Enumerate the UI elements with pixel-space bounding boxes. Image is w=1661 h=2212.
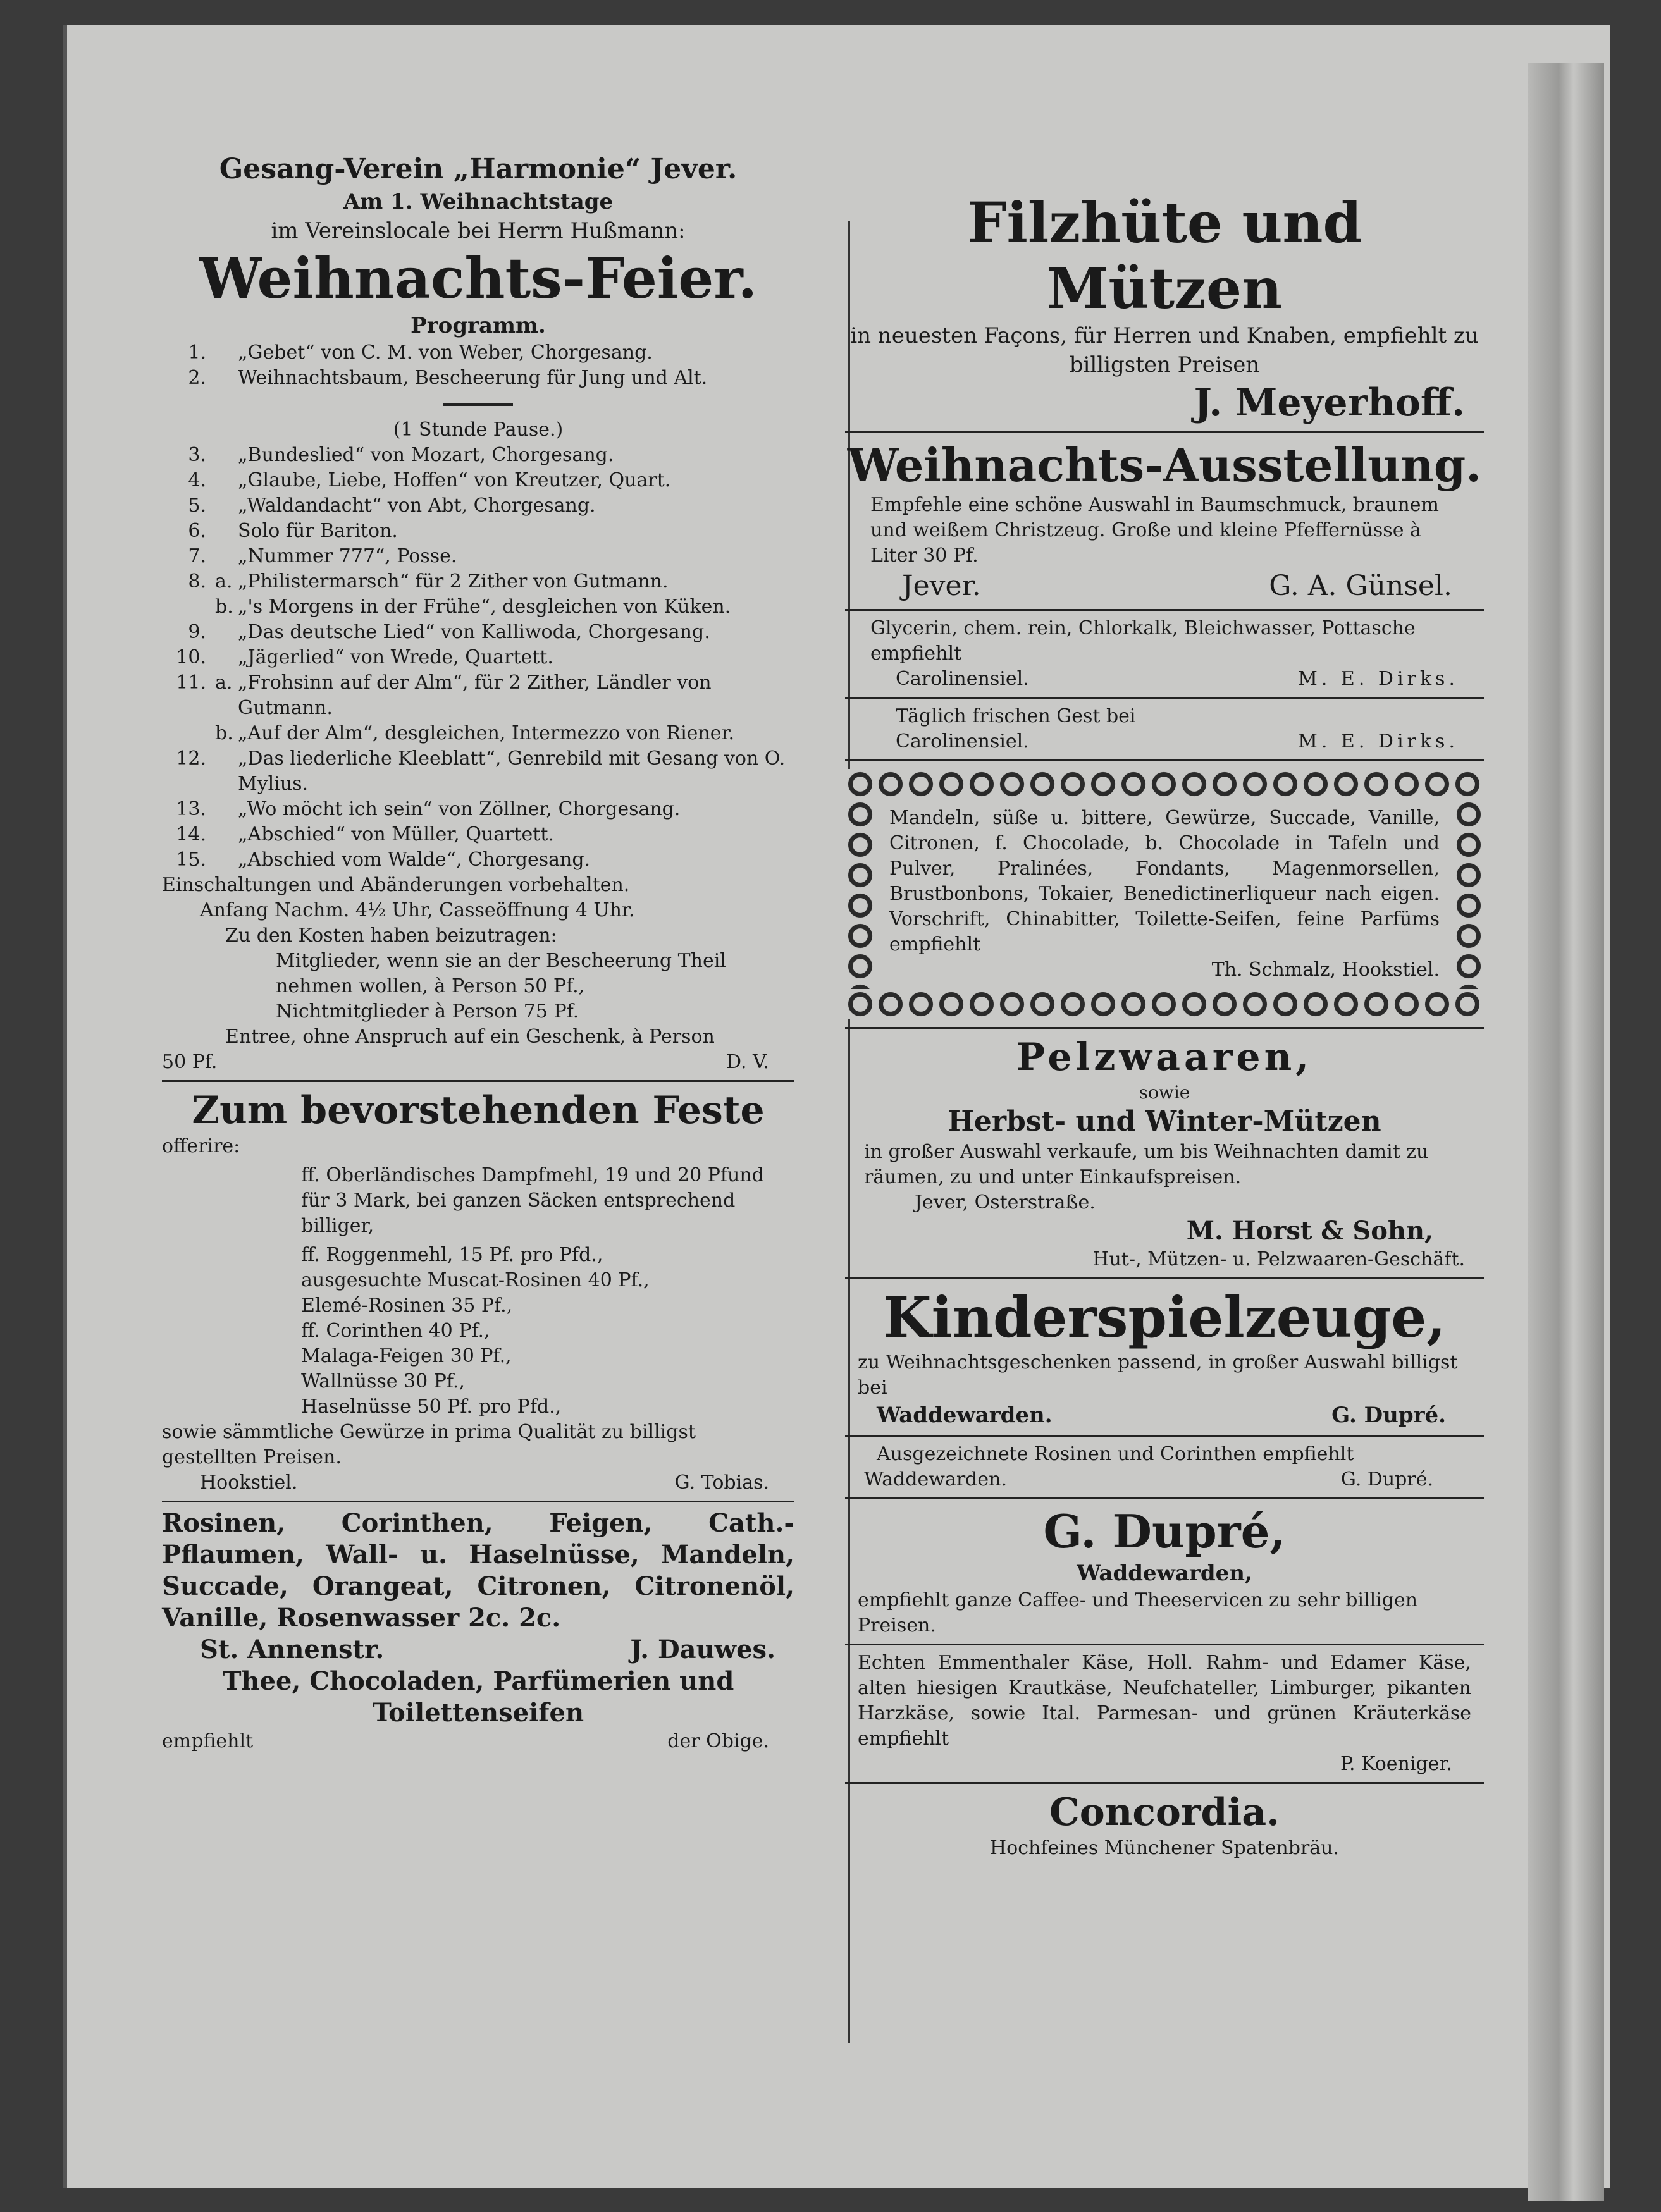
horst-place: Jever, Osterstraße. [915,1191,1096,1214]
harmonie-location: im Vereinslocale bei Herrn Hußmann: [271,218,686,243]
guensel-text: Empfehle eine schöne Auswahl in Baumschmuck, braunem und weißem Christzeug. Große und kleine Pfeffernüsse à Liter 30 Pf. [870,494,1439,567]
harmonie-footer [162,1050,794,1075]
dupre3-place: Waddewarden, [1077,1561,1252,1586]
horst-sign2: Hut-, Mützen- u. Pelzwaaren-Geschäft. [1092,1248,1465,1270]
dauwes-body2: Thee, Chocoladen, Parfümerien und Toilettenseifen [222,1666,734,1728]
dirks2-sign: M. E. Dirks. [1298,730,1459,753]
program-item: 5. „Waldandacht“ von Abt, Chorgesang. [188,495,596,517]
dauwes-sign-line [162,1634,794,1666]
dupre1-sign: G. Dupré. [1331,1403,1446,1428]
meyerhoff-title1: Filzhüte und [966,190,1362,255]
concordia-text: Hochfeines Münchener Spatenbräu. [989,1837,1340,1859]
section-rule [162,1501,794,1502]
koeniger-ad [845,1650,1484,1777]
dupre1-text: zu Weihnachtsgeschenken passend, in großer Auswahl billigst bei [858,1351,1458,1399]
program-item: 12. „Das liederliche Kleeblatt“, Genrebild mit Gesang von O. Mylius. [176,747,786,795]
section-rule [845,609,1484,611]
dupre-ad-1 [845,1284,1484,1430]
program-list [162,340,794,873]
guensel-title: Weihnachts-Ausstellung. [847,438,1482,492]
dupre2-sign: G. Dupré. [1340,1468,1433,1490]
program-item: 6. Solo für Bariton. [188,520,398,542]
feste-sign: G. Tobias. [674,1472,769,1494]
dirks1-sign-line [845,667,1484,692]
entree-price: 50 Pf. [162,1051,218,1073]
program-item: 15. „Abschied vom Walde“, Chorgesang. [176,849,591,871]
harmonie-nonmembers: Nichtmitglieder à Person 75 Pf. [276,1000,579,1023]
dauwes-sign2: der Obige. [667,1730,769,1752]
program-item: 4. „Glaube, Liebe, Hoffen“ von Kreutzer, Quart. [188,469,671,491]
section-rule [845,759,1484,761]
horst-subtitle: Herbst- und Winter-Mützen [948,1105,1381,1138]
feste-item: Elemé-Rosinen 35 Pf., [301,1294,513,1317]
program-item: 13. „Wo möcht ich sein“ von Zöllner, Chorgesang. [176,798,681,820]
feste-offer: offerire: [162,1135,240,1157]
section-rule [845,431,1484,433]
section-rule [162,1080,794,1082]
horst-text: in großer Auswahl verkaufe, um bis Weihnachten damit zu räumen, zu und unter Einkaufspreisen. [864,1141,1429,1188]
meyerhoff-sign: J. Meyerhoff. [1194,381,1465,425]
short-rule [443,403,513,406]
meyerhoff-title2: Mützen [1047,255,1282,321]
feste-item: Malaga-Feigen 30 Pf., [301,1345,512,1367]
concordia-title: Concordia. [1049,1790,1280,1834]
program-pause: (1 Stunde Pause.) [393,419,564,441]
guensel-place: Jever. [902,570,981,602]
guensel-ad [845,438,1484,604]
feste-title: Zum bevorstehenden Feste [192,1088,765,1133]
dupre1-place: Waddewarden. [877,1403,1053,1428]
program-item: 10. „Jägerlied“ von Wrede, Quartett. [176,646,553,668]
harmonie-start: Anfang Nachm. 4½ Uhr, Casseöffnung 4 Uhr. [200,899,635,921]
guensel-sign-line [845,568,1484,604]
section-rule [845,1027,1484,1029]
dupre2-text: Ausgezeichnete Rosinen und Corinthen empfiehlt [877,1443,1354,1465]
harmonie-sign: D. V. [726,1051,769,1073]
feste-item: ff. Oberländisches Dampfmehl, 19 und 20 Pfund für 3 Mark, bei ganzen Säcken entsprechend billiger, [301,1164,764,1237]
feste-place: Hookstiel. [200,1472,298,1494]
section-rule [845,1277,1484,1279]
horst-ad [845,1034,1484,1272]
program-item: 8. a. „Philistermarsch“ für 2 Zither von Gutmann. [188,570,669,593]
dupre1-sign-line [845,1401,1484,1430]
right-column [845,152,1484,1861]
dirks1-text: Glycerin, chem. rein, Chlorkalk, Bleichwasser, Pottasche empfiehlt [870,617,1416,665]
program-item: 9. „Das deutsche Lied“ von Kalliwoda, Chorgesang. [188,621,710,643]
dirks2-place: Carolinensiel. [896,730,1029,753]
harmonie-date: Am 1. Weihnachtstage [343,189,614,214]
dirks1-place: Carolinensiel. [896,668,1029,690]
section-rule [845,697,1484,699]
dupre2-sign-line [845,1467,1484,1492]
section-rule [845,1435,1484,1437]
dauwes-recommend: empfiehlt [162,1730,254,1752]
program-item: 11. a. „Frohsinn auf der Alm“, für 2 Zither, Ländler von Gutmann. [176,672,712,719]
section-rule [845,1644,1484,1645]
page-edge [1528,63,1604,2201]
concordia-ad [845,1789,1484,1861]
section-rule [845,1782,1484,1784]
dirks1-sign: M. E. Dirks. [1298,668,1459,690]
dupre3-text: empfiehlt ganze Caffee- und Theeservicen zu sehr billigen Preisen. [858,1589,1418,1637]
feste-item: ff. Roggenmehl, 15 Pf. pro Pfd., [301,1244,603,1266]
harmonie-entree: Entree, ohne Anspruch auf ein Geschenk, à Person [225,1026,715,1048]
dirks2-text: Täglich frischen Gest bei [896,705,1136,727]
feste-item: Haselnüsse 50 Pf. pro Pfd., [301,1396,562,1418]
harmonie-header: Gesang-Verein „Harmonie“ Jever. [219,153,738,185]
schmalz-sign: Th. Schmalz, Hookstiel. [1211,959,1440,981]
horst-sowie: sowie [1139,1082,1190,1103]
program-item: 2. Weihnachtsbaum, Bescheerung für Jung und Alt. [188,367,708,389]
schmalz-ad [845,769,1484,1019]
dirks2-sign-line [845,729,1484,754]
dauwes-sign: J. Dauwes. [630,1635,775,1664]
dauwes-footer [162,1729,794,1754]
feste-ad [162,1087,794,1496]
dupre1-title: Kinderspielzeuge, [883,1284,1446,1350]
program-item: 14. „Abschied“ von Müller, Quartett. [176,823,554,845]
program-item: b. „'s Morgens in der Frühe“, desgleichen von Küken. [215,596,731,618]
dupre-ad-2 [845,1442,1484,1492]
dupre-ad-3 [845,1504,1484,1638]
program-item: 3. „Bundeslied“ von Mozart, Chorgesang. [188,444,614,466]
dauwes-body: Rosinen, Corinthen, Feigen, Cath.-Pflaumen, Wall- u. Haselnüsse, Mandeln, Succade, Orangeat, Citronen, Citronenöl, Vanille, Rosenwasser 2c. 2c. [162,1508,794,1633]
programm-label: Programm. [411,313,546,338]
meyerhoff-text: in neuesten Façons, für Herren und Knaben, empfiehlt zu billigsten Preisen [850,323,1479,378]
koeniger-sign: P. Koeniger. [1340,1753,1452,1775]
feste-footer: sowie sämmtliche Gewürze in prima Qualität zu billigst gestellten Preisen. [162,1421,696,1468]
dupre2-place: Waddewarden. [864,1468,1007,1490]
newspaper-page [63,25,1610,2188]
guensel-sign: G. A. Günsel. [1269,570,1452,602]
harmonie-title: Weihnachts-Feier. [199,245,758,311]
schmalz-text: Mandeln, süße u. bittere, Gewürze, Succade, Vanille, Citronen, f. Chocolade, b. Chocolade in Tafeln und Pulver, Pralinées, Fondants, Magenmorsellen, Brustbonbons, Tokaier, Benedictinerliqueur nach eigen. Vorschrift, Chinabitter, Toilette-Seifen, feine Parfüms empfiehlt [889,807,1440,955]
dupre3-title: G. Dupré, [1043,1504,1286,1558]
meyerhoff-ad [845,152,1484,426]
feste-item: ff. Corinthen 40 Pf., [301,1320,490,1342]
koeniger-text: Echten Emmenthaler Käse, Holl. Rahm- und Edamer Käse, alten hiesigen Krautkäse, Neufchateller, Limburger, pikanten Harzkäse, sowie Ital. Parmesan- und grünen Kräuterkäse empfiehlt [858,1652,1471,1750]
left-column [162,152,794,1754]
feste-item: ausgesuchte Muscat-Rosinen 40 Pf., [301,1269,650,1291]
harmonie-members: Mitglieder, wenn sie an der Bescheerung Theil nehmen wollen, à Person 50 Pf., [276,950,726,997]
program-item: 1. „Gebet“ von C. M. von Weber, Chorgesang. [188,341,653,364]
harmonie-ad [162,152,794,1075]
horst-title: Pelzwaaren, [1016,1035,1313,1079]
harmonie-note: Einschaltungen und Abänderungen vorbehalten. [162,874,630,896]
program-item: b. „Auf der Alm“, desgleichen, Intermezzo von Riener. [215,722,735,744]
section-rule [845,1497,1484,1499]
program-item: 7. „Nummer 777“, Posse. [188,545,457,567]
harmonie-costs-intro: Zu den Kosten haben beizutragen: [225,925,557,947]
horst-sign: M. Horst & Sohn, [1186,1216,1433,1246]
dirks-ad-2 [845,704,1484,754]
dirks-ad-1 [845,616,1484,692]
dauwes-place: St. Annenstr. [200,1635,385,1664]
feste-sign-line [162,1470,794,1496]
dauwes-ad [162,1508,794,1754]
feste-item: Wallnüsse 30 Pf., [301,1370,466,1392]
